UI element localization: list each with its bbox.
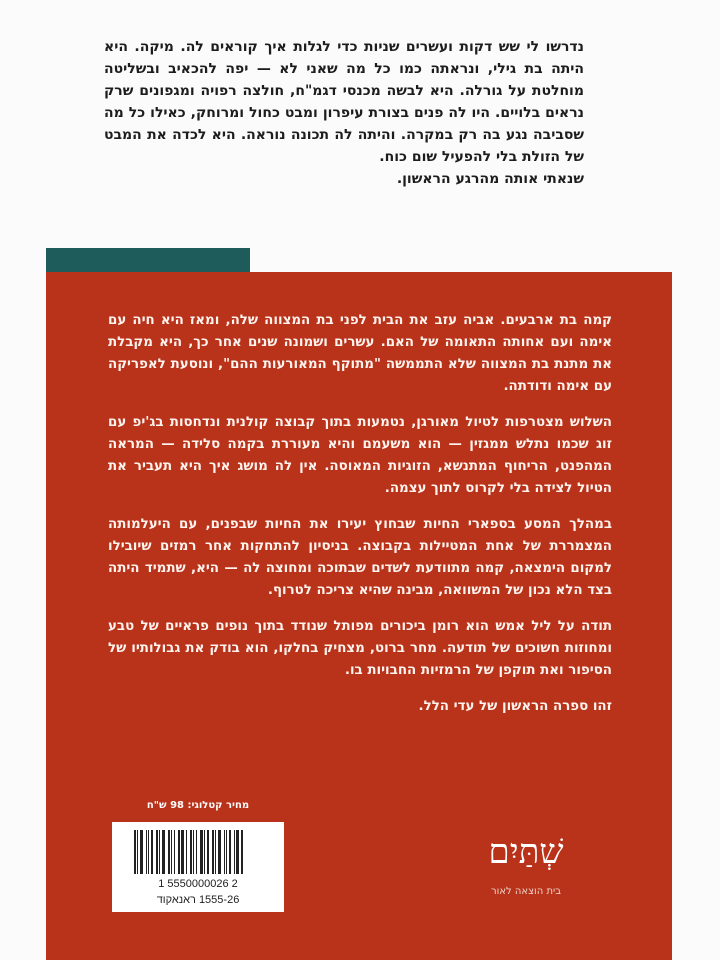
- price-label: מחיר קטלוגי: 98 ש"ח: [146, 800, 250, 811]
- blurb-paragraph: במהלך המסע בספארי החיות שבחוץ יעירו את החיות שבפנים, עם היעלמותה המצמררת של אחת המטיילות בקבוצה. בניסיון להתחקות אחר רמזים שיובילו למקום הימצאה, קמה מתוודעת לשדים שבתוכה ומחוצה לה — היא, שתמיד היתה בצד הלא נכון של המשוואה, מבינה שהיא צריכה לטרוף.: [108, 517, 612, 598]
- blurb-paragraph: השלוש מצטרפות לטיול מאורגן, נטמעות בתוך קבוצה קולנית ונדחסות בג'יפ עם זוג שכמו נתלש ממגזין — הוא משעמם והיא מעוררת בקמה סלידה — המראה המהפנט, הריחוף המתנשא, הזוגיות המאוסה. אין לה מושג איך היא תעביר את הטיול לצידה בלי לקרוס לתוך עצמה.: [108, 415, 612, 496]
- barcode-code: 1555-26 ראנאקוד: [156, 894, 240, 906]
- barcode-bar: [151, 830, 153, 874]
- barcode-bar: [156, 830, 158, 874]
- back-cover-panel: [46, 272, 672, 960]
- barcode-bar: [140, 830, 143, 874]
- barcode-bar: [204, 830, 205, 874]
- barcode-bar: [200, 830, 203, 874]
- barcode-bar: [193, 830, 194, 874]
- barcode-bar: [134, 830, 136, 874]
- barcode-bar: [236, 830, 239, 874]
- barcode-bar: [229, 830, 231, 874]
- barcode-bar: [212, 830, 214, 874]
- blurb-paragraph: זהו ספרה הראשון של עדי הלל.: [418, 699, 612, 714]
- publisher-logo: שְׁתַּיִם: [488, 832, 564, 872]
- barcode-bar: [234, 830, 235, 874]
- blurb-paragraph: תודה על ליל אמש הוא רומן ביכורים מפותל שנודד בתוך נופים פראיים של טבע ומחוזות חשוכים של תודעה. מחר ברוט, מצחיק בחלקו, הוא בודק את גבולותיו של הסיפור ואת תוקפן של הרמזיות החבויות בו.: [108, 619, 612, 678]
- publisher-tagline: בית הוצאה לאור: [490, 886, 562, 897]
- barcode-bar: [171, 830, 172, 874]
- barcode: [112, 822, 284, 912]
- barcode-bar: [146, 830, 147, 874]
- intro-paragraph: נדרשו לי שש דקות ועשרים שניות כדי לגלות איך קוראים לה. מיקה. היא היתה בת גילי, ונראתה כמו כל מה שאני לא — יפה להכאיב ובשליטה מוחלטת על גורלה. היא לבשה מכנסי דגמ"ח, חולצה רפויה ומגפונים שרק נראים בלויים. היו לה פנים בצורת עיפרון ומבט כחול ומרוחק, כאילו כל מה שסביבה נגע בה רק במקרה. והיתה לה תכונה נוראה. היא לכדה את המבט של הזולת בלי להפעיל שום כוח.: [104, 39, 584, 165]
- barcode-bar: [241, 830, 243, 874]
- intro-paragraph: שנאתי אותה מהרגע הראשון.: [396, 171, 584, 187]
- barcode-bar: [159, 830, 160, 874]
- barcode-bar: [137, 830, 138, 874]
- barcode-bar: [226, 830, 227, 874]
- barcode-bar: [186, 830, 187, 874]
- barcode-bar: [207, 830, 209, 874]
- intro-excerpt: [104, 36, 584, 190]
- barcode-bar: [224, 830, 225, 874]
- barcode-bar: [218, 830, 221, 874]
- barcode-bars: [134, 830, 264, 874]
- barcode-bar: [174, 830, 175, 874]
- blurb: [108, 310, 612, 732]
- accent-bar: [46, 248, 250, 272]
- barcode-bar: [178, 830, 180, 874]
- barcode-bar: [215, 830, 216, 874]
- barcode-bar: [196, 830, 197, 874]
- barcode-number: 1 5550000026 2: [158, 878, 238, 890]
- barcode-bar: [168, 830, 170, 874]
- barcode-bar: [148, 830, 149, 874]
- barcode-bar: [162, 830, 165, 874]
- blurb-paragraph: קמה בת ארבעים. אביה עזב את הבית לפני בת המצווה שלה, ומאז היא חיה עם אימה ועם אחותה התאומה של האם. עשרים ושמונה שנים אחר כך, היא מקבלת את מתנת בת המצווה שלא התממשה "מתוקף המאורעות ההם", ונוסעת לאפריקה עם אימה ודודתה.: [108, 313, 612, 394]
- barcode-bar: [181, 830, 184, 874]
- barcode-bar: [190, 830, 192, 874]
